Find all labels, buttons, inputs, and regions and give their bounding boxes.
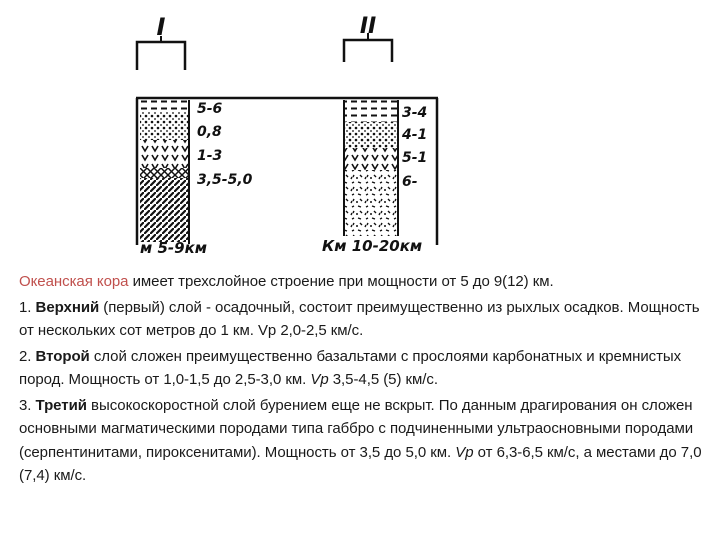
layer-water-2 (345, 100, 397, 122)
item-2-paragraph (19, 345, 709, 392)
item-2-bold: Второй (35, 347, 90, 365)
item-3-paragraph (19, 394, 709, 488)
description-text (19, 270, 709, 490)
item-1-vp: Vp (257, 322, 277, 339)
layer-gabbro-1 (140, 168, 188, 178)
layer-sediment-2 (345, 122, 397, 148)
column-1-label: I (156, 13, 166, 41)
layer-label-1-3: 1-3 (197, 148, 223, 164)
item-3-text-a: высокоскоростной слой бурением еще не вскрыт. По данным драгирования он сложен основными магматическими породами типа габбро с подчиненными ультраосновными породами (серпентинитами, пироксенитами). Мощность от 3,5 до 5,0 км. (19, 396, 694, 461)
layer-label-2-4: 6- (402, 174, 418, 190)
layer-label-2-2: 4-1 (402, 127, 428, 143)
layer-label-2-3: 5-1 (402, 150, 428, 166)
item-1-number: 1. (19, 298, 36, 316)
item-2-text-a: слой сложен преимущественно базальтами с прослоями карбонатных и кремнистых пород. Мощность от 1,0-1,5 до 2,5-3,0 км. (19, 347, 682, 388)
item-1-paragraph (19, 296, 709, 343)
layer-deep-1 (140, 178, 188, 242)
intro-rest: имеет трехслойное строение при мощности от 5 до 9(12) км. (128, 273, 554, 290)
moho-label-1: м 5-9км (140, 239, 208, 257)
intro-accent: Океанская кора (19, 273, 129, 290)
column-2 (322, 14, 427, 255)
column-1 (137, 13, 253, 257)
item-1-text-a: (первый) слой - осадочный, состоит преимущественно из рыхлых осадков. Мощность от нескольких сот метров до 1 км. (19, 298, 700, 339)
item-3-text-b: от 6,3-6,5 км/с, а местами до 7,0 (7,4) км/с. (19, 443, 702, 484)
item-1-text-b: 2,0-2,5 км/с. (276, 322, 364, 339)
layer-label-2-1: 3-4 (402, 105, 428, 121)
layer-basalt-2 (345, 148, 397, 170)
crust-section-diagram (0, 0, 720, 262)
column-2-bracket (344, 40, 392, 62)
layer-label-1-2: 0,8 (197, 124, 222, 140)
layer-gabbro-2 (345, 170, 397, 236)
item-3-bold: Третий (35, 396, 87, 414)
layer-label-1-4: 3,5-5,0 (197, 172, 253, 188)
column-2-label: II (359, 14, 377, 39)
layer-basalt-1 (140, 140, 188, 168)
item-3-vp: Vp (455, 443, 474, 461)
item-3-number: 3. (19, 396, 36, 414)
item-1-bold: Верхний (35, 298, 100, 316)
intro-paragraph (19, 270, 709, 294)
item-2-text-b: 3,5-4,5 (5) км/с. (328, 371, 438, 388)
moho-label-2: Км 10-20км (322, 237, 423, 255)
layer-label-1-1: 5-6 (197, 101, 223, 117)
layer-water-1 (140, 100, 188, 112)
item-2-number: 2. (19, 347, 36, 365)
column-1-bracket (137, 42, 185, 70)
item-2-vp: Vp (310, 371, 329, 388)
layer-sediment-1 (140, 112, 188, 140)
